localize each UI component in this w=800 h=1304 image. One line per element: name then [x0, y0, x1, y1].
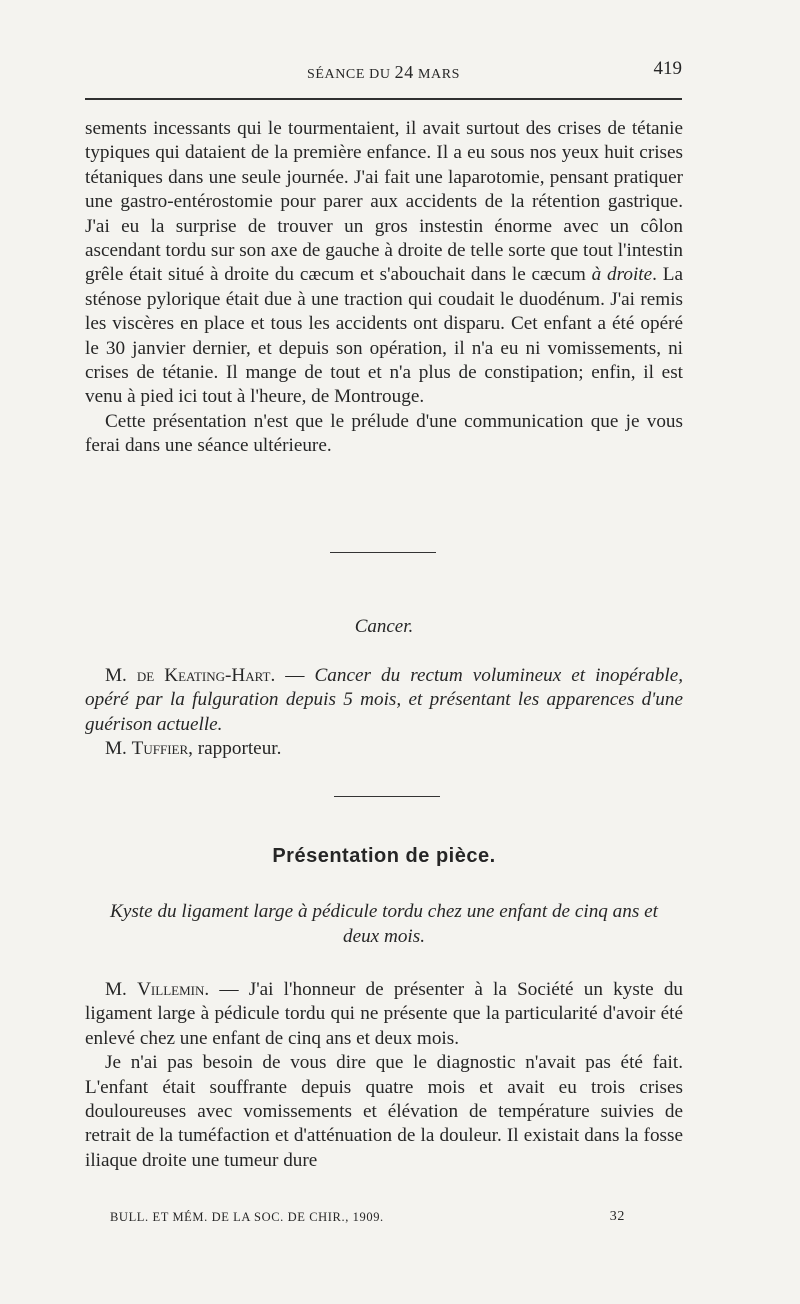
- rapporteur-suffix: , rapporteur.: [188, 738, 282, 760]
- section-separator: [334, 796, 440, 797]
- paragraph-text: sements incessants qui le tourmentaient, il avait surtout des crises de tétanie typiques qui dataient de la première enfance. Il a eu sous nos yeux huit crises tétaniques dans une seule journée. J'ai fait une laparotomie, pensant pratiquer une gastro-entérostomie pour parer aux accidents de la rétention gastrique. J'ai eu la surprise de trouver un gros instestin énorme avec un côlon ascendant tordu sur son axe de gauche à droite de telle sorte que tout l'intestin grêle était situé à droite du cæcum et s'abouchait dans le cæcum: [85, 118, 683, 286]
- author-dash: . —: [270, 665, 315, 686]
- paragraph: Cette présentation n'est que le prélude d'une communication que je vous ferai dans une séance ultérieure.: [85, 410, 683, 457]
- running-head: [85, 62, 682, 83]
- footer-citation: BULL. ET MÉM. DE LA SOC. DE CHIR., 1909.: [110, 1210, 384, 1224]
- paragraph-text: . — J'ai l'honneur de présenter à la Société un kyste du ligament large à pédicule tordu qui ne présente que la particularité d'avoir été enlevé chez une enfant de cinq ans et deux mois.: [85, 979, 684, 1049]
- rapporteur-line: [85, 737, 683, 761]
- author-prefix: M.: [105, 665, 137, 686]
- running-head-pre: SÉANCE DU: [306, 67, 395, 82]
- rapporteur-prefix: M.: [105, 738, 132, 760]
- header-rule: [85, 98, 682, 100]
- author-prefix: M.: [105, 979, 138, 1000]
- running-head-post: MARS: [413, 67, 461, 82]
- paragraph: Je n'ai pas besoin de vous dire que le diagnostic n'avait pas été fait. L'enfant était souffrante depuis quatre mois et avait eu trois crises douloureuses avec vomissements et élévation de température suivies de retrait de la tuméfaction et d'atténuation de la douleur. Il existait dans la fosse iliaque droite une tumeur dure: [85, 1052, 683, 1171]
- section-heading-cancer: Cancer.: [354, 616, 414, 637]
- communication-title: Cancer du rectum volumineux et inopérable, opéré par la fulguration depuis 5 mois, et présentant les apparences d'une guérison actuelle.: [85, 665, 684, 735]
- presentation-subtitle: Kyste du ligament large à pédicule tordu chez une enfant de cinq ans et deux mois.: [110, 901, 658, 947]
- paragraph-text: . La sténose pylorique était due à une traction qui coudait le duodénum. J'ai remis les viscères en place et tous les accidents ont disparu. Cet enfant a été opéré le 30 janvier dernier, et depuis son opération, il n'a eu ni vomissements, ni crises de tétanie. Il mange de tout et n'a plus de constipation; enfin, il est venu à pied ici tout à l'heure, de Montrouge.: [85, 264, 683, 408]
- paragraph-italic: à droite: [591, 264, 653, 286]
- presentation-text-block: [85, 978, 683, 1173]
- continued-text-block: [85, 117, 683, 459]
- page-number: 419: [653, 58, 682, 79]
- author-name: Villemin: [137, 979, 205, 1000]
- cancer-title-paragraph: [85, 664, 683, 737]
- running-head-day: 24: [394, 62, 414, 82]
- section-separator: [330, 552, 436, 553]
- paragraph: [85, 117, 683, 410]
- cancer-entry: [85, 664, 683, 762]
- author-particle: de: [136, 665, 155, 686]
- author-name: Keating-Hart: [154, 665, 271, 686]
- paragraph: [85, 978, 683, 1051]
- page-footer: [110, 1210, 625, 1230]
- signature-number: 32: [609, 1209, 625, 1224]
- rapporteur-name: Tuffier: [131, 738, 189, 760]
- section-heading-presentation: Présentation de pièce.: [272, 845, 496, 867]
- page-header: [85, 58, 682, 84]
